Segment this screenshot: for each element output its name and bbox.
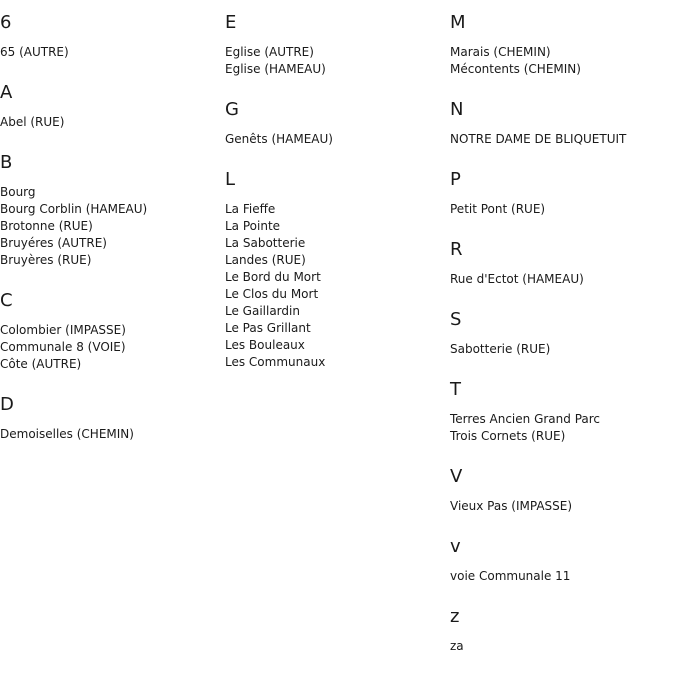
street-link[interactable]: Les Communaux [225,355,326,369]
letter-group [0,382,225,452]
street-list [450,487,675,524]
street-link[interactable]: Rue d'Ectot (HAMEAU) [450,272,584,286]
street-link[interactable]: 65 (AUTRE) [0,45,69,59]
street-link[interactable]: Bruyères (RUE) [0,253,92,267]
street-link[interactable]: Vieux Pas (IMPASSE) [450,499,573,513]
street-link[interactable]: Bourg [0,185,36,199]
street-list [450,260,675,297]
letter-heading: B [0,152,13,173]
street-link[interactable]: Abel (RUE) [0,115,65,129]
letter-group [450,594,675,664]
letter-group [450,297,675,367]
street-link[interactable]: Trois Cornets (RUE) [450,429,566,443]
letter-group [450,0,675,87]
letter-group [0,70,225,140]
street-link[interactable]: Le Pas Grillant [225,321,311,335]
street-link[interactable]: Demoiselles (CHEMIN) [0,427,134,441]
street-list [225,120,450,157]
street-link[interactable]: Sabotterie (RUE) [450,342,551,356]
letter-group [450,367,675,454]
street-link[interactable]: Petit Pont (RUE) [450,202,546,216]
index-column-2 [225,0,450,380]
street-list [450,330,675,367]
street-link[interactable]: Marais (CHEMIN) [450,45,551,59]
letter-group [450,157,675,227]
street-link[interactable]: Les Bouleaux [225,338,305,352]
letter-heading: G [225,99,239,120]
letter-heading: R [450,239,463,260]
street-link[interactable]: voie Communale 11 [450,569,571,583]
street-list [0,415,225,452]
street-list [0,173,225,278]
street-list [0,103,225,140]
street-link[interactable]: NOTRE DAME DE BLIQUETUIT [450,132,627,146]
street-link[interactable]: Communale 8 (VOIE) [0,340,126,354]
letter-heading: T [450,379,461,400]
letter-heading: M [450,12,466,33]
letter-group [450,87,675,157]
street-link[interactable]: Eglise (AUTRE) [225,45,314,59]
letter-group [225,87,450,157]
letter-heading: L [225,169,236,190]
letter-group [450,524,675,594]
letter-heading: V [450,466,463,487]
street-list [450,190,675,227]
letter-group [450,454,675,524]
letter-heading: P [450,169,461,190]
street-list [450,557,675,594]
street-list [225,33,450,87]
street-link[interactable]: Brotonne (RUE) [0,219,93,233]
street-link[interactable]: za [450,639,464,653]
street-list [450,120,675,157]
letter-heading: E [225,12,237,33]
street-link[interactable]: La Pointe [225,219,281,233]
letter-heading: z [450,606,460,627]
letter-heading: 6 [0,12,12,33]
street-link[interactable]: La Sabotterie [225,236,306,250]
street-link[interactable]: Eglise (HAMEAU) [225,62,326,76]
street-link[interactable]: Le Bord du Mort [225,270,321,284]
letter-heading: N [450,99,464,120]
street-link[interactable]: Côte (AUTRE) [0,357,82,371]
letter-group [0,140,225,278]
street-list [0,311,225,382]
street-link[interactable]: Colombier (IMPASSE) [0,323,126,337]
letter-group [0,278,225,382]
street-link[interactable]: Landes (RUE) [225,253,306,267]
letter-heading: v [450,536,461,557]
street-link[interactable]: La Fieffe [225,202,276,216]
letter-group [225,157,450,380]
street-link[interactable]: Mécontents (CHEMIN) [450,62,581,76]
index-column-3 [450,0,675,664]
street-list [450,627,675,664]
letter-heading: D [0,394,14,415]
letter-group [0,0,225,70]
letter-heading: C [0,290,13,311]
letter-group [450,227,675,297]
letter-heading: A [0,82,13,103]
street-list [450,33,675,87]
street-list [450,400,675,454]
street-list [0,33,225,70]
letter-heading: S [450,309,462,330]
street-link[interactable]: Le Gaillardin [225,304,300,318]
street-link[interactable]: Genêts (HAMEAU) [225,132,333,146]
index-column-1 [0,0,225,452]
street-link[interactable]: Bourg Corblin (HAMEAU) [0,202,148,216]
street-link[interactable]: Le Clos du Mort [225,287,319,301]
street-list [225,190,450,380]
street-link[interactable]: Bruyéres (AUTRE) [0,236,107,250]
letter-group [225,0,450,87]
street-link[interactable]: Terres Ancien Grand Parc [450,412,601,426]
